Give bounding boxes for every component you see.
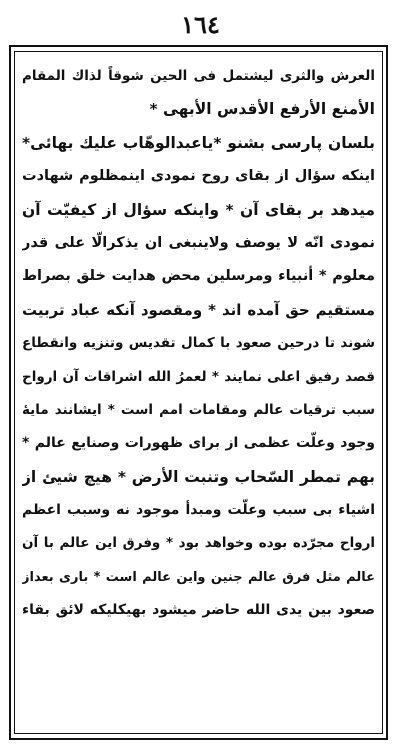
text-line: اشیاء بی سبب وعلّت ومبدأ موجود نه وسبب اعظم	[22, 502, 375, 519]
text-line: میدهد بر بقای آن * واینکه سؤال از کیفیّت آن	[22, 200, 375, 219]
text-line: اینکه سؤال از بقای روح نمودی اینمظلوم شهادت	[22, 168, 375, 185]
text-line: معلوم * أنبیاء ومرسلین محض هدایت خلق بصراط	[22, 268, 375, 285]
text-line: بهم تمطر السّحاب وتنبت الأرض * هیچ شیئ از	[22, 467, 375, 486]
text-line: العرش والثری لیشتمل فی الحین شوقاً لذاك المقام	[22, 68, 375, 84]
text-line: قصد رفیق اعلی نمایند * لعمرُ الله اشراقات آن ارواح	[22, 368, 375, 385]
text-line: وجود وعلّت عظمی از برای ظهورات وصنایع عالم *	[22, 435, 375, 452]
text-line: صعود بین یدی الله حاضر میشود بهیکلیکه لائق بقاء	[22, 602, 375, 619]
text-line: بلسان پارسی بشنو *یاعبدالوهّاب علیك بهائی*	[22, 133, 375, 152]
text-line: سبب ترقیات عالم ومقامات امم است * ایشانند مایهٔ	[22, 401, 375, 418]
text-line: مستقیم حق آمده اند * ومقصود آنکه عباد تربیت	[22, 300, 375, 319]
page-number: ١٦٤	[181, 10, 220, 39]
text-line: شوند تا درحین صعود با کمال تقدیس وتنزیه وانقطاع	[22, 335, 375, 352]
body-text	[22, 60, 375, 628]
text-line: نمودی انّه لا یوصف ولاینبغی ان یذکرالّا علی قدر	[22, 234, 375, 251]
text-line: عالم مثل فرق عالم جنین واین عالم است * باری بعداز	[22, 569, 375, 585]
text-line: ارواح مجرّده بوده وخواهد بود * وفرق این عالم با آن	[22, 535, 375, 552]
text-line: الأمنع الأرفع الأقدس الأبهی *	[149, 100, 375, 119]
